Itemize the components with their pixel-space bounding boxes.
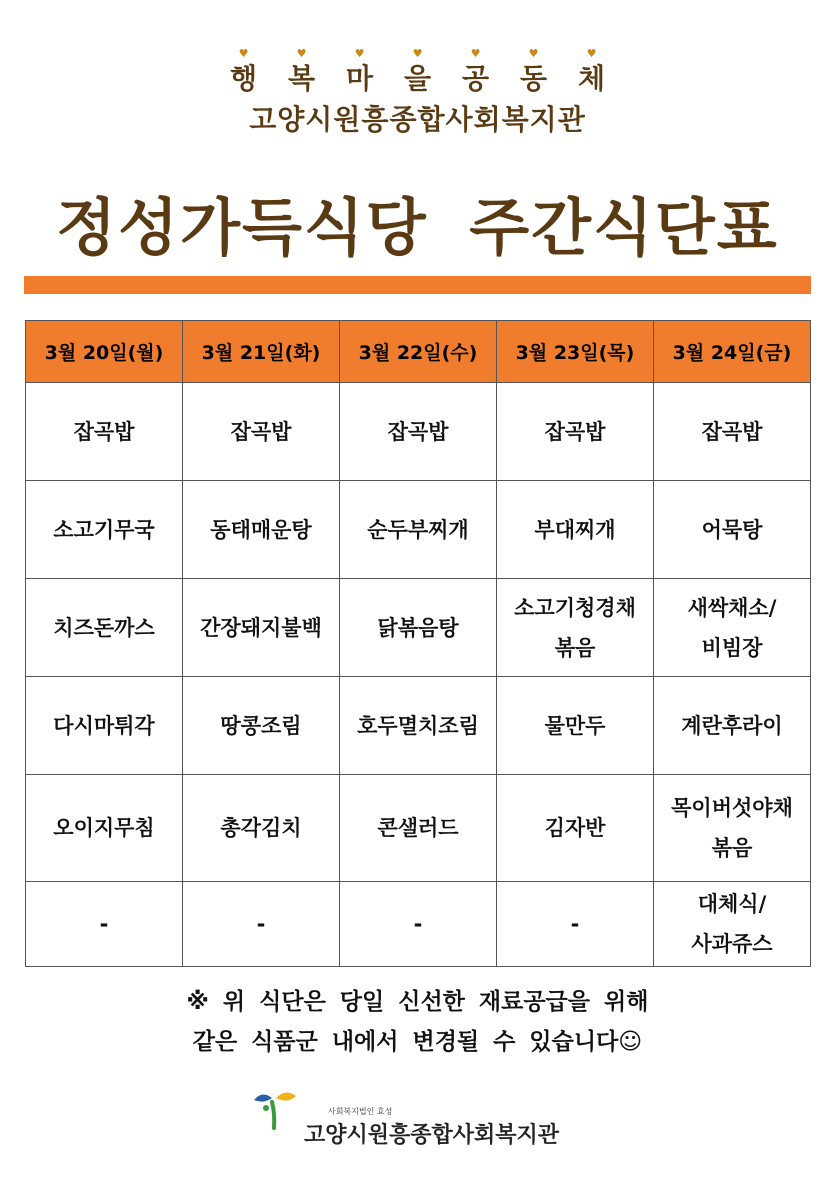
menu-cell [340,882,497,967]
menu-item: - [413,912,423,936]
menu-cell [340,677,497,775]
menu-cell [183,677,340,775]
menu-item: 잡곡밥 [387,419,449,444]
page-title: 정성가득식당 주간식단표 [56,191,779,264]
table-row [26,882,811,967]
menu-item: - [99,912,109,936]
table-row [26,579,811,677]
menu-cell [183,383,340,481]
menu-cell [340,775,497,882]
menu-cell [340,383,497,481]
menu-item: 계란후라이 [681,713,783,738]
subtitle-community [0,47,835,96]
subtitle-char [505,47,563,96]
footer-logo [250,1088,590,1158]
weekly-menu-table [25,320,811,967]
menu-item: - [256,912,266,936]
menu-cell [654,481,811,579]
subtitle-char-text: 동 [519,62,548,95]
menu-item: 김자반 [544,816,606,840]
table-row [26,383,811,481]
notice-line: ※ 위 식단은 당일 신선한 재료공급을 위해 [186,989,649,1015]
subtitle-char [215,47,273,96]
menu-cell [26,677,183,775]
logo-org-name: 고양시원흥종합사회복지관 [304,1123,560,1148]
menu-item: 오이지무침 [53,816,155,840]
menu-cell [26,579,183,677]
table-header-row [26,321,811,383]
org-logo-icon [250,1088,300,1133]
menu-item: 잡곡밥 [544,419,606,444]
menu-item: 물만두 [544,713,606,738]
menu-cell [26,481,183,579]
heart-icon: ♥ [412,47,423,60]
subtitle-char [447,47,505,96]
menu-cell [183,579,340,677]
menu-item: - [570,912,580,936]
subtitle-char-text: 복 [287,62,316,95]
menu-item: 치즈돈까스 [53,615,155,640]
day-header: 3월 21일(화) [183,321,340,383]
menu-item: 동태매운탕 [210,517,312,542]
heart-icon: ♥ [354,47,365,60]
menu-item: 소고기청경채 볶음 [514,595,636,660]
subtitle-char-text: 공 [461,62,490,95]
table-row [26,775,811,882]
subtitle-char [563,47,621,96]
menu-cell [340,579,497,677]
menu-item: 총각김치 [220,816,302,840]
menu-cell [340,481,497,579]
menu-cell [497,579,654,677]
menu-item: 다시마튀각 [53,713,155,738]
menu-cell [183,882,340,967]
menu-item: 새싹채소/ 비빔장 [687,595,777,660]
menu-cell [26,775,183,882]
menu-cell [497,383,654,481]
title-divider [24,276,811,294]
day-header: 3월 20일(월) [26,321,183,383]
heart-icon: ♥ [528,47,539,60]
day-header: 3월 24일(금) [654,321,811,383]
menu-item: 잡곡밥 [73,419,135,444]
menu-item: 목이버섯야채 볶음 [671,796,793,860]
menu-cell [26,882,183,967]
menu-cell [497,481,654,579]
menu-item: 소고기무국 [53,517,155,542]
subtitle-char-text: 을 [403,62,432,95]
subtitle-char-text: 체 [577,62,606,95]
menu-item: 호두멸치조림 [357,713,479,738]
menu-cell [183,481,340,579]
menu-cell [654,775,811,882]
menu-item: 어묵탕 [701,517,763,542]
subtitle-char-text: 마 [345,62,374,95]
menu-item: 잡곡밥 [701,419,763,444]
menu-item: 간장돼지불백 [200,615,322,640]
table-row [26,481,811,579]
menu-change-notice [0,982,835,1062]
subtitle-char [331,47,389,96]
menu-cell [654,579,811,677]
menu-cell [26,383,183,481]
notice-line: 같은 식품군 내에서 변경될 수 있습니다☺ [192,1029,643,1055]
day-header: 3월 23일(목) [497,321,654,383]
menu-item: 대체식/ 사과쥬스 [691,892,773,956]
subtitle-char [273,47,331,96]
heart-icon: ♥ [586,47,597,60]
menu-item: 잡곡밥 [230,419,292,444]
org-name: 고양시원흥종합사회복지관 [249,103,586,136]
menu-cell [497,882,654,967]
menu-item: 닭볶음탕 [377,615,459,640]
menu-cell [654,677,811,775]
heart-icon: ♥ [238,47,249,60]
menu-cell [654,383,811,481]
menu-cell [183,775,340,882]
heart-icon: ♥ [296,47,307,60]
subtitle-char-text: 행 [229,62,258,95]
menu-item: 순두부찌개 [367,517,469,542]
menu-cell [497,677,654,775]
day-header: 3월 22일(수) [340,321,497,383]
menu-cell [654,882,811,967]
heart-icon: ♥ [470,47,481,60]
logo-foundation-text: 사회복지법인 효성 [328,1107,393,1116]
menu-item: 콘샐러드 [377,816,459,840]
menu-item: 부대찌개 [534,517,616,542]
menu-cell [497,775,654,882]
menu-item: 땅콩조림 [220,713,302,738]
table-row [26,677,811,775]
subtitle-char [389,47,447,96]
